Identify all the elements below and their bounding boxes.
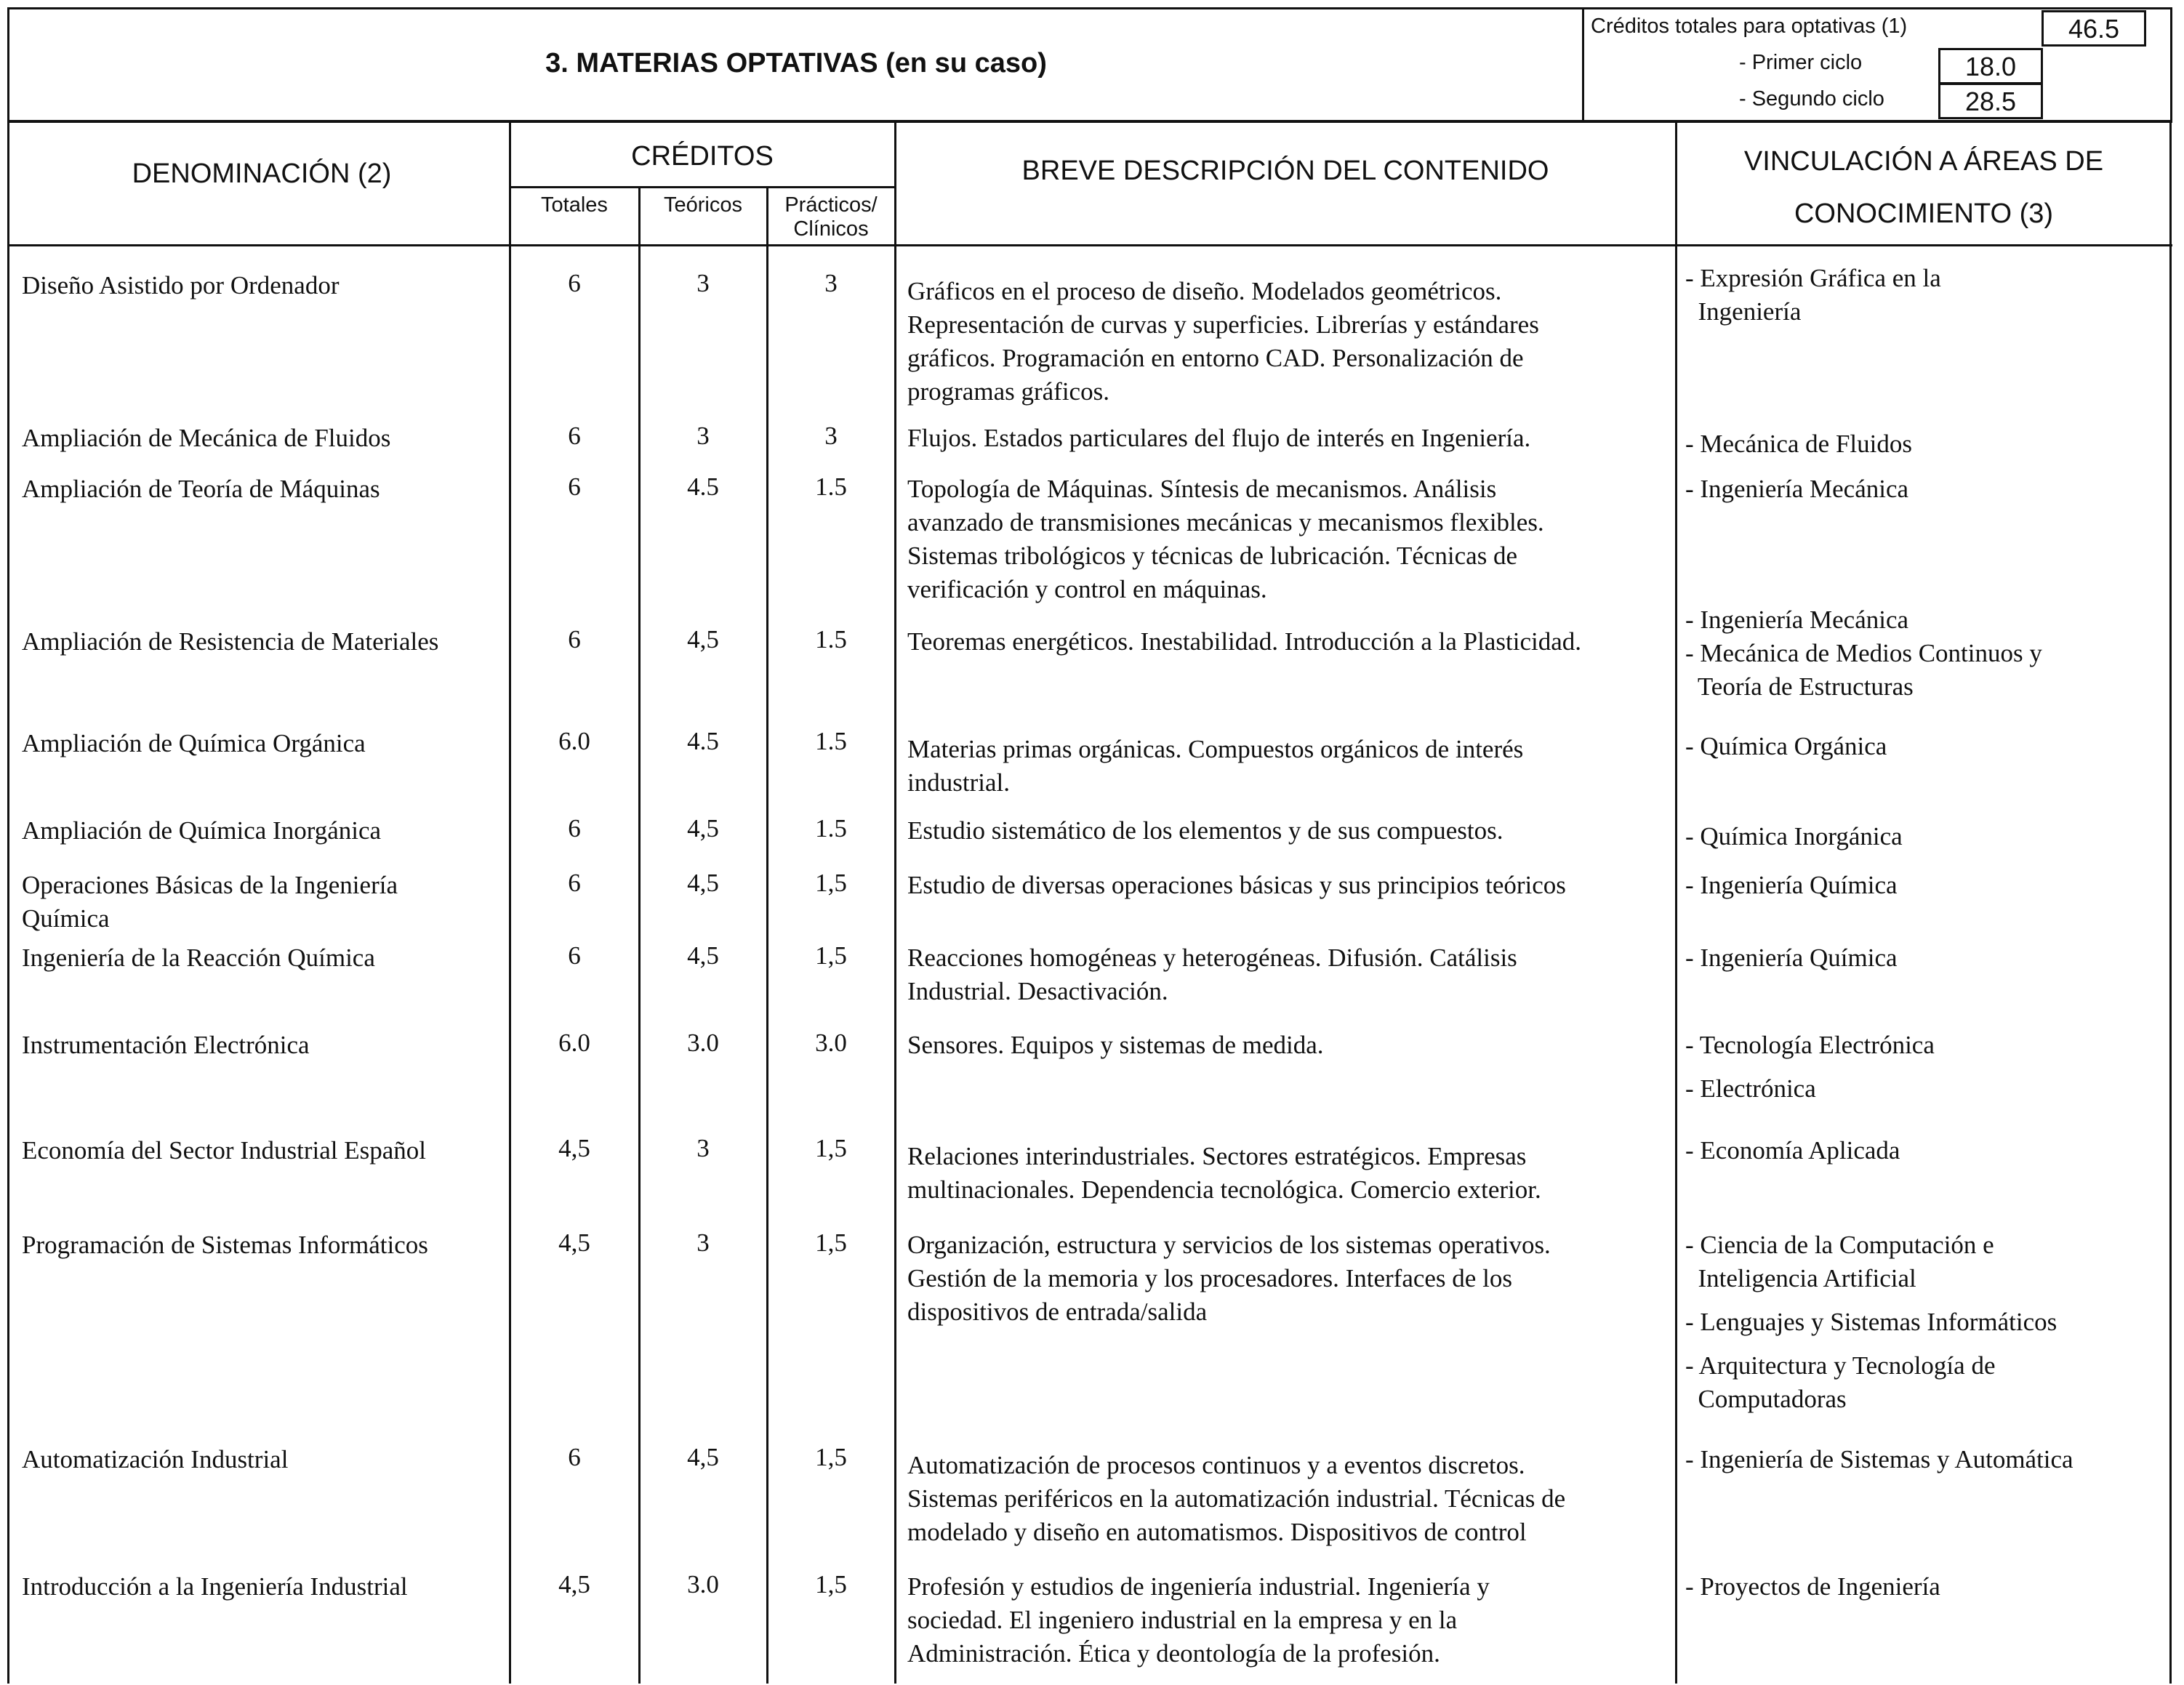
area-line: Ingeniería bbox=[1685, 297, 1802, 326]
area-item bbox=[1685, 472, 2165, 506]
col-descripcion: BREVE DESCRIPCIÓN DEL CONTENIDO bbox=[1021, 156, 1549, 186]
creditos-practicos: 1,5 bbox=[815, 1228, 847, 1257]
col-practicos-line2: Clínicos bbox=[793, 217, 869, 241]
description-line: Teoremas energéticos. Inestabilidad. Introducción a la Plasticidad. bbox=[907, 627, 1582, 656]
description-line: avanzado de transmisiones mecánicas y mecanismos flexibles. bbox=[907, 508, 1544, 536]
description-line: dispositivos de entrada/salida bbox=[907, 1298, 1208, 1326]
area-item bbox=[1685, 1443, 2165, 1476]
creditos-practicos: 3.0 bbox=[815, 1029, 847, 1057]
knowledge-areas bbox=[1685, 472, 2165, 506]
creditos-totales: 6.0 bbox=[558, 727, 590, 755]
subject-name bbox=[22, 1228, 502, 1262]
subject-name bbox=[22, 1029, 502, 1062]
col-vinculacion bbox=[1677, 135, 2171, 240]
area-line: - Ingeniería Mecánica bbox=[1685, 606, 1909, 634]
description-line: Gráficos en el proceso de diseño. Modelados geométricos. bbox=[907, 277, 1502, 305]
area-line: - Química Inorgánica bbox=[1685, 822, 1903, 850]
primer-ciclo-value: 18.0 bbox=[1938, 48, 2043, 84]
area-line: - Ingeniería de Sistemas y Automática bbox=[1685, 1445, 2073, 1473]
subject-name-line: Ingeniería de la Reacción Química bbox=[22, 944, 375, 972]
rule-after-descripcion bbox=[1675, 121, 1677, 1684]
subject-description bbox=[907, 869, 1671, 902]
rule-left bbox=[7, 121, 9, 1684]
area-item bbox=[1685, 1349, 2165, 1416]
description-line: programas gráficos. bbox=[907, 377, 1109, 406]
subject-description bbox=[907, 1228, 1671, 1329]
creditos-sub-rule bbox=[510, 186, 894, 188]
description-line: Reacciones homogéneas y heterogéneas. Difusión. Catálisis bbox=[907, 944, 1517, 972]
subject-description bbox=[907, 1449, 1671, 1549]
subject-description bbox=[907, 733, 1671, 800]
col-vinculacion-line2: CONOCIMIENTO (3) bbox=[1794, 198, 2054, 229]
creditos-totales-label: Créditos totales para optativas (1) bbox=[1591, 15, 1908, 38]
area-item bbox=[1685, 427, 2165, 461]
subject-description bbox=[907, 625, 1671, 659]
description-line: verificación y control en máquinas. bbox=[907, 575, 1267, 603]
creditos-totales-value: 46.5 bbox=[2042, 10, 2146, 47]
subject-name bbox=[22, 1570, 502, 1604]
col-creditos: CRÉDITOS bbox=[631, 141, 774, 172]
rule-right bbox=[2169, 121, 2172, 1684]
knowledge-areas bbox=[1685, 603, 2165, 704]
area-line: - Proyectos de Ingeniería bbox=[1685, 1572, 1940, 1601]
knowledge-areas bbox=[1685, 262, 2165, 329]
colhead-bottom-rule bbox=[7, 244, 2172, 246]
area-line: - Química Orgánica bbox=[1685, 732, 1887, 760]
area-item bbox=[1685, 262, 2165, 329]
creditos-teoricos: 4.5 bbox=[687, 727, 719, 755]
creditos-totales: 6 bbox=[568, 625, 581, 654]
area-item bbox=[1685, 869, 2165, 902]
description-line: industrial. bbox=[907, 768, 1010, 797]
description-line: Estudio de diversas operaciones básicas y sus principios teóricos bbox=[907, 871, 1566, 899]
description-line: Organización, estructura y servicios de los sistemas operativos. bbox=[907, 1231, 1551, 1259]
area-line: - Ingeniería Química bbox=[1685, 871, 1898, 899]
area-item bbox=[1685, 1228, 2165, 1295]
subject-name bbox=[22, 625, 502, 659]
description-line: gráficos. Programación en entorno CAD. Personalización de bbox=[907, 344, 1524, 372]
subject-description bbox=[907, 1029, 1671, 1062]
creditos-teoricos: 3.0 bbox=[687, 1029, 719, 1057]
subject-name-line: Operaciones Básicas de la Ingeniería bbox=[22, 871, 398, 899]
subject-name-line: Ampliación de Resistencia de Materiales bbox=[22, 627, 439, 656]
creditos-practicos: 3 bbox=[824, 269, 838, 297]
area-item bbox=[1685, 941, 2165, 975]
creditos-practicos: 1,5 bbox=[815, 1570, 847, 1598]
subject-name bbox=[22, 422, 502, 455]
area-item bbox=[1685, 1306, 2165, 1339]
creditos-practicos: 1.5 bbox=[815, 625, 847, 654]
subject-description bbox=[907, 941, 1671, 1008]
segundo-ciclo-label: - Segundo ciclo bbox=[1739, 87, 1884, 110]
creditos-teoricos: 4,5 bbox=[687, 625, 719, 654]
creditos-totales: 6 bbox=[568, 422, 581, 450]
subject-name bbox=[22, 941, 502, 975]
knowledge-areas bbox=[1685, 1134, 2165, 1167]
subject-name bbox=[22, 1443, 502, 1476]
creditos-teoricos: 3 bbox=[696, 1228, 710, 1257]
col-teoricos: Teóricos bbox=[664, 193, 742, 217]
subject-name-line: Instrumentación Electrónica bbox=[22, 1031, 310, 1059]
col-vinculacion-line1: VINCULACIÓN A ÁREAS DE bbox=[1743, 146, 2104, 177]
area-line: - Ingeniería Mecánica bbox=[1685, 475, 1909, 503]
subject-name bbox=[22, 727, 502, 760]
creditos-totales: 6 bbox=[568, 1443, 581, 1471]
area-line: - Expresión Gráfica en la bbox=[1685, 264, 1941, 292]
col-denominacion: DENOMINACIÓN (2) bbox=[132, 158, 392, 189]
description-line: sociedad. El ingeniero industrial en la empresa y en la bbox=[907, 1606, 1458, 1634]
creditos-teoricos: 3.0 bbox=[687, 1570, 719, 1598]
subject-name-line: Automatización Industrial bbox=[22, 1445, 289, 1473]
subject-name-line: Ampliación de Mecánica de Fluidos bbox=[22, 424, 391, 452]
creditos-totales: 6 bbox=[568, 941, 581, 970]
knowledge-areas bbox=[1685, 1443, 2165, 1476]
description-line: Sistemas periféricos en la automatización industrial. Técnicas de bbox=[907, 1484, 1566, 1513]
knowledge-areas bbox=[1685, 1228, 2165, 1416]
subject-name bbox=[22, 1134, 502, 1167]
area-line: Inteligencia Artificial bbox=[1685, 1264, 1916, 1292]
creditos-teoricos: 4,5 bbox=[687, 814, 719, 842]
creditos-teoricos: 4,5 bbox=[687, 1443, 719, 1471]
description-line: Materias primas orgánicas. Compuestos orgánicos de interés bbox=[907, 735, 1524, 763]
knowledge-areas bbox=[1685, 869, 2165, 902]
creditos-teoricos: 4,5 bbox=[687, 869, 719, 897]
subject-name bbox=[22, 269, 502, 302]
creditos-teoricos: 4,5 bbox=[687, 941, 719, 970]
area-line: - Electrónica bbox=[1685, 1074, 1816, 1103]
area-item bbox=[1685, 1072, 2165, 1106]
area-item bbox=[1685, 1570, 2165, 1604]
col-practicos bbox=[768, 193, 894, 241]
area-line: - Economía Aplicada bbox=[1685, 1136, 1900, 1165]
col-practicos-line1: Prácticos/ bbox=[784, 193, 878, 217]
description-line: Topología de Máquinas. Síntesis de mecanismos. Análisis bbox=[907, 475, 1497, 503]
description-line: Flujos. Estados particulares del flujo de interés en Ingeniería. bbox=[907, 424, 1531, 452]
page-title: 3. MATERIAS OPTATIVAS (en su caso) bbox=[545, 48, 1047, 79]
description-line: Profesión y estudios de ingeniería industrial. Ingeniería y bbox=[907, 1572, 1490, 1601]
creditos-practicos: 3 bbox=[824, 422, 838, 450]
area-item bbox=[1685, 730, 2165, 763]
description-line: Estudio sistemático de los elementos y de sus compuestos. bbox=[907, 816, 1503, 845]
subject-name-line: Ampliación de Química Orgánica bbox=[22, 729, 366, 757]
creditos-teoricos: 3 bbox=[696, 269, 710, 297]
creditos-totales: 6 bbox=[568, 814, 581, 842]
knowledge-areas bbox=[1685, 820, 2165, 853]
description-line: Relaciones interindustriales. Sectores estratégicos. Empresas bbox=[907, 1142, 1527, 1170]
creditos-totales: 4,5 bbox=[558, 1570, 590, 1598]
header-divider bbox=[1582, 7, 1584, 122]
subject-name-line: Programación de Sistemas Informáticos bbox=[22, 1231, 428, 1259]
description-line: Sensores. Equipos y sistemas de medida. bbox=[907, 1031, 1324, 1059]
description-line: Gestión de la memoria y los procesadores. Interfaces de los bbox=[907, 1264, 1512, 1292]
col-totales: Totales bbox=[541, 193, 608, 217]
subject-description bbox=[907, 1570, 1671, 1670]
creditos-practicos: 1,5 bbox=[815, 1443, 847, 1471]
creditos-practicos: 1,5 bbox=[815, 869, 847, 897]
area-item bbox=[1685, 603, 2165, 637]
creditos-practicos: 1.5 bbox=[815, 814, 847, 842]
area-line: - Mecánica de Fluidos bbox=[1685, 430, 1912, 458]
description-line: multinacionales. Dependencia tecnológica. Comercio exterior. bbox=[907, 1175, 1541, 1204]
area-line: Teoría de Estructuras bbox=[1685, 672, 1914, 701]
creditos-teoricos: 4.5 bbox=[687, 472, 719, 501]
area-item bbox=[1685, 637, 2165, 704]
subject-description bbox=[907, 814, 1671, 848]
area-line: - Tecnología Electrónica bbox=[1685, 1031, 1935, 1059]
description-line: Administración. Ética y deontología de la profesión. bbox=[907, 1639, 1440, 1668]
knowledge-areas bbox=[1685, 730, 2165, 763]
subject-description bbox=[907, 472, 1671, 606]
subject-name bbox=[22, 814, 502, 848]
creditos-totales: 6 bbox=[568, 269, 581, 297]
creditos-totales: 6.0 bbox=[558, 1029, 590, 1057]
area-line: - Lenguajes y Sistemas Informáticos bbox=[1685, 1308, 2057, 1336]
area-line: - Ciencia de la Computación e bbox=[1685, 1231, 1994, 1259]
primer-ciclo-label: - Primer ciclo bbox=[1739, 51, 1863, 74]
knowledge-areas bbox=[1685, 941, 2165, 975]
subject-name-line: Diseño Asistido por Ordenador bbox=[22, 271, 340, 299]
description-line: modelado y diseño en automatismos. Dispositivos de control bbox=[907, 1518, 1527, 1546]
creditos-practicos: 1.5 bbox=[815, 727, 847, 755]
subject-description bbox=[907, 422, 1671, 455]
area-item bbox=[1685, 1134, 2165, 1167]
rule-after-practicos bbox=[894, 121, 896, 1684]
creditos-practicos: 1,5 bbox=[815, 1134, 847, 1162]
area-item bbox=[1685, 820, 2165, 853]
creditos-totales: 6 bbox=[568, 472, 581, 501]
subject-description bbox=[907, 275, 1671, 409]
creditos-practicos: 1,5 bbox=[815, 941, 847, 970]
subject-name-line: Ampliación de Química Inorgánica bbox=[22, 816, 382, 845]
colhead-top-rule bbox=[7, 121, 2172, 123]
knowledge-areas bbox=[1685, 427, 2165, 461]
subject-name-line: Introducción a la Ingeniería Industrial bbox=[22, 1572, 408, 1601]
creditos-totales: 4,5 bbox=[558, 1134, 590, 1162]
description-line: Automatización de procesos continuos y a eventos discretos. bbox=[907, 1451, 1525, 1479]
subject-name-line: Química bbox=[22, 904, 110, 933]
description-line: Sistemas tribológicos y técnicas de lubricación. Técnicas de bbox=[907, 542, 1518, 570]
creditos-teoricos: 3 bbox=[696, 422, 710, 450]
creditos-totales: 4,5 bbox=[558, 1228, 590, 1257]
area-item bbox=[1685, 1029, 2165, 1062]
area-line: - Arquitectura y Tecnología de bbox=[1685, 1351, 1996, 1380]
description-line: Representación de curvas y superficies. Librerías y estándares bbox=[907, 310, 1539, 339]
area-line: - Mecánica de Medios Continuos y bbox=[1685, 639, 2042, 667]
creditos-totales: 6 bbox=[568, 869, 581, 897]
subject-name-line: Economía del Sector Industrial Español bbox=[22, 1136, 426, 1165]
area-line: - Ingeniería Química bbox=[1685, 944, 1898, 972]
segundo-ciclo-value: 28.5 bbox=[1938, 83, 2043, 119]
subject-name-line: Ampliación de Teoría de Máquinas bbox=[22, 475, 380, 503]
area-line: Computadoras bbox=[1685, 1385, 1847, 1413]
creditos-teoricos: 3 bbox=[696, 1134, 710, 1162]
subject-name bbox=[22, 869, 502, 936]
creditos-practicos: 1.5 bbox=[815, 472, 847, 501]
knowledge-areas bbox=[1685, 1029, 2165, 1106]
knowledge-areas bbox=[1685, 1570, 2165, 1604]
subject-description bbox=[907, 1140, 1671, 1207]
subject-name bbox=[22, 472, 502, 506]
description-line: Industrial. Desactivación. bbox=[907, 977, 1168, 1005]
